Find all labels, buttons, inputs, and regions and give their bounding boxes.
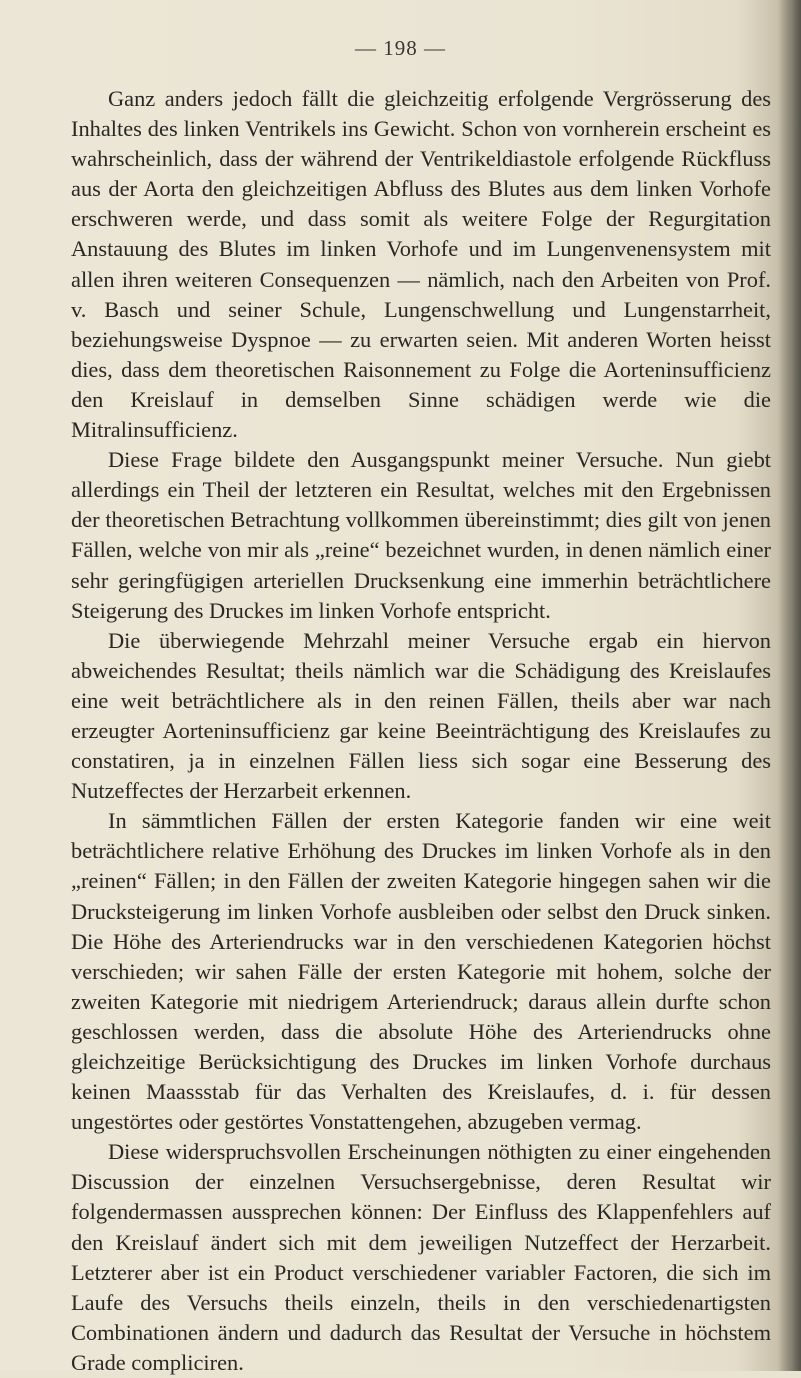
- page-edge-shadow: [779, 0, 801, 1371]
- paragraph: Die überwiegende Mehrzahl meiner Versuche ergab ein hiervon abweichendes Resultat; theils nämlich war die Schädigung des Kreislaufes eine weit beträchtlichere als in den reinen Fällen, theils aber war nach erzeugter Aorteninsufficienz gar keine Beeinträchtigung des Kreislaufes zu constatiren, ja in einzelnen Fällen liess sich sogar eine Besserung des Nutzeffectes der Herzarbeit erkennen.: [71, 627, 771, 804]
- page-number-header: — 198 —: [355, 36, 446, 60]
- paragraph: Diese widerspruchsvollen Erscheinungen nöthigten zu einer eingehenden Discussion der einzelnen Versuchsergebnisse, deren Resultat wir folgendermassen aussprechen können: Der Einfluss des Klappenfehlers auf den Kreislauf ändert sich mit dem jeweiligen Nutzeffect der Herzarbeit. Letzterer aber ist ein Product verschiedener variabler Factoren, die sich im Laufe des Versuchs theils einzeln, theils in den verschiedenartigsten Combinationen ändern und dadurch das Resultat der Versuche in höchstem Grade compliciren.: [71, 1139, 771, 1375]
- body-text: [71, 84, 771, 1378]
- paragraph: Ganz anders jedoch fällt die gleichzeitig erfolgende Vergrösserung des Inhaltes des linken Ventrikels ins Gewicht. Schon von vornherein erscheint es wahrscheinlich, dass der während der Ventrikeldiastole erfolgende Rückfluss aus der Aorta den gleichzeitigen Abfluss des Blutes aus dem linken Vorhofe erschweren werde, und dass somit als weitere Folge der Regurgitation Anstauung des Blutes im linken Vorhofe und im Lungenvenensystem mit allen ihren weiteren Consequenzen — nämlich, nach den Arbeiten von Prof. v. Basch und seiner Schule, Lungenschwellung und Lungenstarrheit, beziehungsweise Dyspnoe — zu erwarten seien. Mit anderen Worten heisst dies, dass dem theoretischen Raisonnement zu Folge die Aorteninsufficienz den Kreislauf in demselben Sinne schädigen werde wie die Mitralinsufficienz.: [71, 86, 771, 443]
- paragraph: In sämmtlichen Fällen der ersten Kategorie fanden wir eine weit beträchtlichere relative Erhöhung des Druckes im linken Vorhofe als in den „reinen“ Fällen; in den Fällen der zweiten Kategorie hingegen sahen wir die Drucksteigerung im linken Vorhofe ausbleiben oder selbst den Druck sinken. Die Höhe des Arteriendrucks war in den verschiedenen Kategorien höchst verschieden; wir sahen Fälle der ersten Kategorie mit hohem, solche der zweiten Kategorie mit niedrigem Arteriendruck; daraus allein durfte schon geschlossen werden, dass die absolute Höhe des Arteriendrucks ohne gleichzeitige Berücksichtigung des Druckes im linken Vorhofe durchaus keinen Maassstab für das Verhalten des Kreislaufes, d. i. für dessen ungestörtes oder gestörtes Vonstattengehen, abzugeben vermag.: [71, 808, 771, 1135]
- paragraph: Diese Frage bildete den Ausgangspunkt meiner Versuche. Nun giebt allerdings ein Theil der letzteren ein Resultat, welches mit den Ergebnissen der theoretischen Betrachtung vollkommen übereinstimmt; dies gilt von jenen Fällen, welche von mir als „reine“ bezeichnet wurden, in denen nämlich einer sehr geringfügigen arteriellen Drucksenkung eine immerhin beträchtlichere Steigerung des Druckes im linken Vorhofe entspricht.: [71, 447, 771, 623]
